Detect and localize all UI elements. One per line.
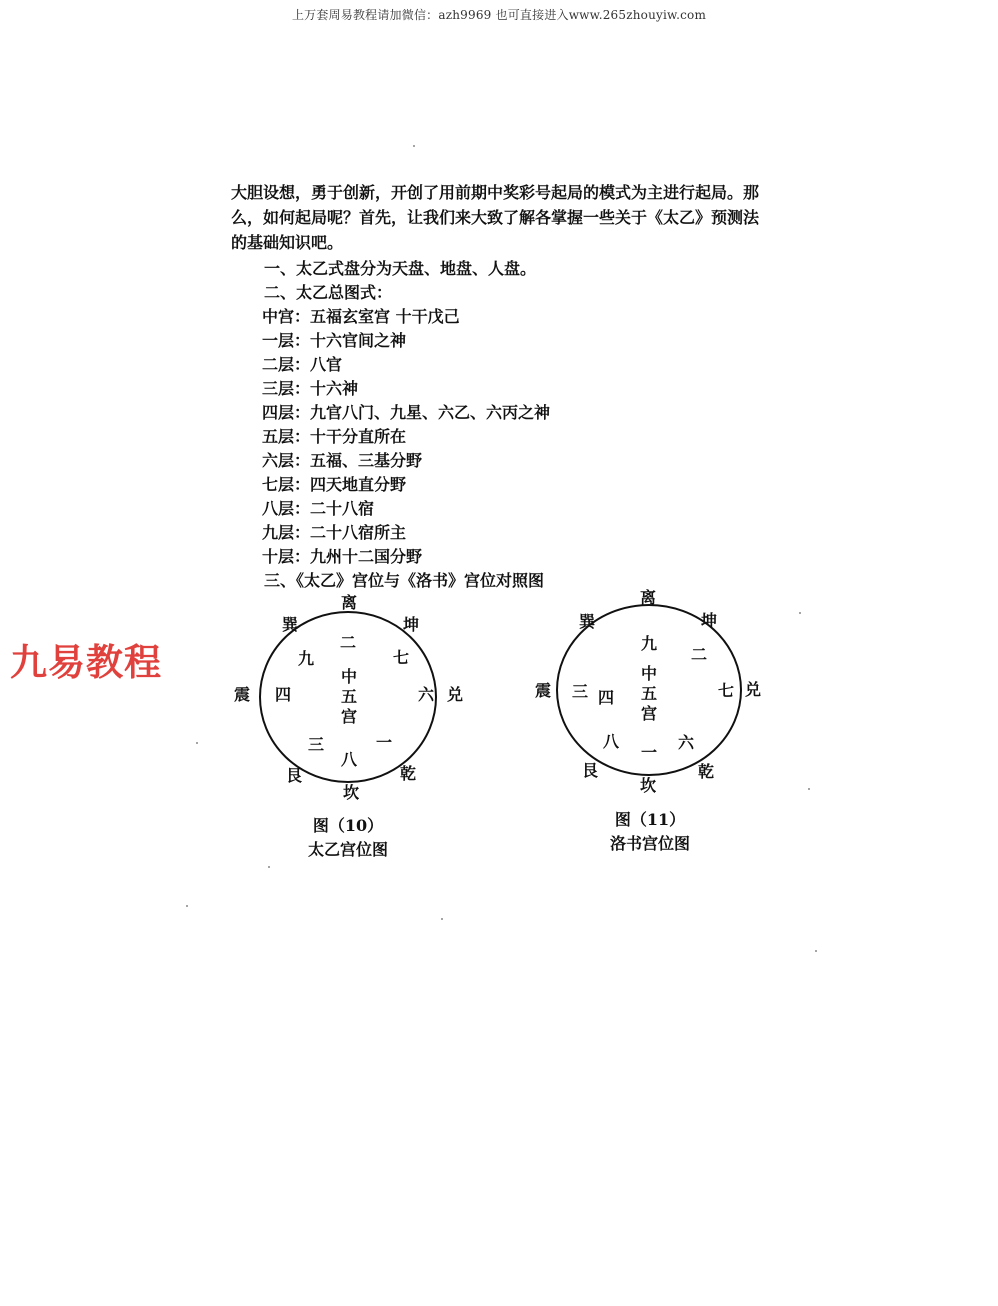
layer-10: 十层：九州十二国分野 [262,547,423,566]
scan-speck [441,918,443,920]
luoshu-outer-kun: 坤 [701,611,718,630]
luoshu-inner-w2: 四 [598,688,615,707]
luoshu-inner-w: 三 [572,682,589,701]
layer-7: 七层：四天地直分野 [262,475,407,494]
taiyi-inner-nw: 九 [298,649,315,668]
layer-6: 六层：五福、三基分野 [262,451,423,470]
taiyi-caption [283,814,413,862]
luoshu-outer-kan: 坎 [640,776,657,795]
scan-speck [808,788,810,790]
page-header: 上万套周易教程请加微信：azh9969 也可直接进入www.265zhouyiw.com [291,8,707,22]
layer-8: 八层：二十八宿 [262,499,375,518]
layer-center: 中宫：五福玄室宫 十干戊己 [262,307,460,326]
luoshu-outer-gen: 艮 [582,761,599,780]
luoshu-diagram-svg [530,583,780,805]
taiyi-inner-e: 六 [418,685,435,704]
taiyi-outer-gen: 艮 [286,766,303,785]
taiyi-inner-n: 二 [340,633,357,652]
scan-speck [815,950,817,952]
luoshu-outer-xun: 巽 [579,612,596,631]
luoshu-caption [585,808,715,856]
scan-speck [799,612,801,614]
taiyi-inner-sw: 三 [308,735,325,754]
taiyi-center-2: 五 [341,687,358,706]
taiyi-outer-zhen: 震 [234,685,251,704]
taiyi-caption-fig: 图（10） [312,816,384,835]
luoshu-center-2: 五 [641,684,658,703]
scan-speck [196,742,198,744]
taiyi-inner-se: 一 [376,733,393,752]
taiyi-outer-li: 离 [341,593,358,612]
taiyi-outer-kun: 坤 [403,615,420,634]
taiyi-caption-title: 太乙宫位图 [307,840,388,859]
taiyi-diagram-svg [228,586,478,808]
luoshu-outer-qian: 乾 [698,762,715,781]
taiyi-inner-w: 四 [275,685,292,704]
intro-paragraph: 大胆设想，勇于创新，开创了用前期中奖彩号起局的模式为主进行起局。那么，如何起局呢？首先，让我们来大致了解各掌握一些关于《太乙》预测法的基础知识吧。 [231,183,760,252]
luoshu-caption-title: 洛书宫位图 [609,834,690,853]
watermark-logo: 九易教程 [10,641,162,684]
layer-2: 二层：八官 [262,355,343,374]
taiyi-inner-s: 八 [341,750,358,769]
layer-4: 四层：九官八门、九星、六乙、六丙之神 [262,403,551,422]
luoshu-caption-fig: 图（11） [614,810,686,829]
layer-9: 九层：二十八宿所主 [262,523,407,542]
layer-1: 一层：十六官间之神 [262,331,407,350]
taiyi-outer-kan: 坎 [343,783,360,802]
luoshu-outer-li: 离 [640,588,657,607]
luoshu-inner-sw: 八 [603,732,620,751]
luoshu-outer-dui: 兑 [745,680,762,699]
luoshu-inner-n: 九 [641,634,658,653]
section-1: 一、太乙式盘分为天盘、地盘、人盘。 [264,259,537,278]
luoshu-palace-diagram [530,583,780,805]
taiyi-outer-qian: 乾 [400,764,417,783]
taiyi-center-1: 中 [341,667,358,686]
section-3: 三、《太乙》宫位与《洛书》宫位对照图 [264,571,545,590]
scan-speck [186,905,188,907]
luoshu-center-1: 中 [641,664,658,683]
taiyi-outer-xun: 巽 [282,615,299,634]
content-list [262,257,550,593]
scan-speck [413,145,415,147]
taiyi-inner-ne: 七 [393,648,410,667]
luoshu-outer-zhen: 震 [535,681,552,700]
taiyi-outer-dui: 兑 [447,685,464,704]
luoshu-inner-s: 一 [641,743,658,762]
luoshu-center-3: 宫 [641,704,658,723]
scan-speck [268,866,270,868]
layer-5: 五层：十干分直所在 [262,427,407,446]
section-2: 二、太乙总图式： [264,283,393,302]
taiyi-palace-diagram [228,586,478,808]
luoshu-inner-e: 七 [718,681,735,700]
luoshu-inner-ne: 二 [691,645,708,664]
layer-3: 三层：十六神 [262,379,359,398]
luoshu-inner-se: 六 [678,733,695,752]
taiyi-center-3: 宫 [341,707,358,726]
